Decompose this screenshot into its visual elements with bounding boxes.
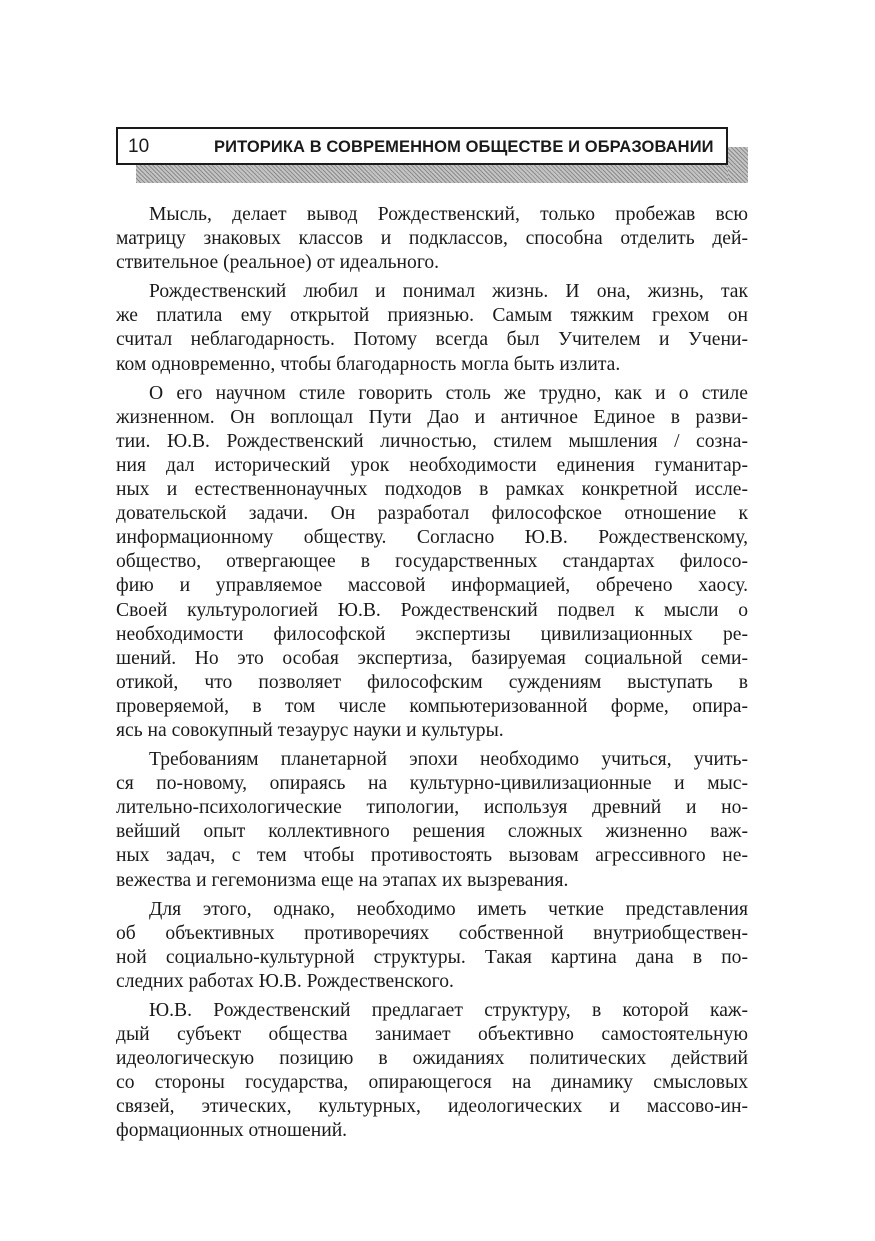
body-text (116, 203, 748, 1149)
text-line: вейший опыт коллективного решения сложных жизненно важ- (116, 821, 748, 843)
page-number: 10 (128, 136, 150, 157)
text-line: жизненном. Он воплощал Пути Дао и античное Единое в разви- (116, 406, 748, 428)
running-header (116, 127, 728, 165)
header-shadow-bottom (136, 165, 748, 183)
text-line: довательской задачи. Он разработал философское отношение к (116, 503, 748, 525)
text-line: ния дал исторический урок необходимости единения гуманитар- (116, 454, 748, 476)
text-line: отикой, что позволяет философским суждениям выступать в (116, 671, 748, 693)
text-line: необходимости философской экспертизы цивилизационных ре- (116, 623, 748, 645)
text-line: Требованиям планетарной эпохи необходимо учиться, учить- (149, 749, 748, 771)
text-line: об объективных противоречиях собственной внутриобществен- (116, 922, 748, 944)
text-line: фию и управляемое массовой информацией, обречено хаосу. (116, 575, 748, 597)
text-line: ной социально-культурной структуры. Такая картина дана в по- (116, 946, 748, 968)
text-line: считал неблагодарность. Потому всегда был Учителем и Учени- (116, 329, 748, 351)
text-line: вежества и гегемонизма еще на этапах их вызревания. (116, 869, 569, 891)
text-line: формационных отношений. (116, 1120, 348, 1142)
text-line: со стороны государства, опирающегося на динамику смысловых (116, 1072, 748, 1094)
text-line: общество, отвергающее в государственных стандартах филосо- (116, 551, 748, 573)
text-line: связей, этических, культурных, идеологических и массово-ин- (116, 1096, 748, 1118)
text-line: лительно-психологические типологии, используя древний и но- (116, 797, 748, 819)
paragraph-1 (116, 203, 748, 275)
text-line: ком одновременно, чтобы благодарность могла быть излита. (116, 353, 621, 375)
text-line: матрицу знаковых классов и подклассов, способна отделить дей- (116, 228, 748, 250)
text-line: Для этого, однако, необходимо иметь четкие представления (149, 898, 748, 920)
text-line: Своей культурологией Ю.В. Рождественский подвел к мысли о (116, 599, 748, 621)
text-line: ясь на совокупный тезаурус науки и культуры. (116, 719, 504, 741)
paragraph-5 (116, 898, 748, 994)
text-line: тии. Ю.В. Рождественский личностью, стилем мышления / созна- (116, 430, 748, 452)
text-line: информационному обществу. Согласно Ю.В. Рождественскому, (116, 527, 748, 549)
text-line: Мысль, делает вывод Рождественский, только пробежав всю (149, 204, 748, 225)
text-line: ных задач, с тем чтобы противостоять вызовам агрессивного не- (116, 845, 748, 867)
text-line: дый субъект общества занимает объективно самостоятельную (116, 1024, 748, 1046)
paragraph-6 (116, 999, 748, 1144)
paragraph-4 (116, 748, 748, 893)
text-line: следних работах Ю.В. Рождественского. (116, 970, 454, 992)
text-line: идеологическую позицию в ожиданиях политических действий (116, 1048, 748, 1070)
text-line: шений. Но это особая экспертиза, базируемая социальной семи- (116, 647, 748, 669)
text-line: проверяемой, в том числе компьютеризованной форме, опира- (116, 695, 748, 717)
text-line: же платила ему открытой приязнью. Самым тяжким грехом он (116, 305, 748, 327)
header-shadow-side (728, 147, 748, 183)
text-line: ствительное (реальное) от идеального. (116, 252, 440, 274)
paragraph-2 (116, 280, 748, 376)
paragraph-3 (116, 382, 748, 743)
text-line: Рождественский любил и понимал жизнь. И она, жизнь, так (149, 281, 748, 303)
text-line: ся по-новому, опираясь на культурно-цивилизационные и мыс- (116, 773, 748, 795)
running-header-title: РИТОРИКА В СОВРЕМЕННОМ ОБЩЕСТВЕ И ОБРАЗОВАНИИ (214, 138, 714, 156)
text-line: О его научном стиле говорить столь же трудно, как и о стиле (149, 382, 748, 404)
text-line: ных и естественнонаучных подходов в рамках конкретной иссле- (116, 479, 748, 501)
text-line: Ю.В. Рождественский предлагает структуру, в которой каж- (149, 1000, 748, 1021)
